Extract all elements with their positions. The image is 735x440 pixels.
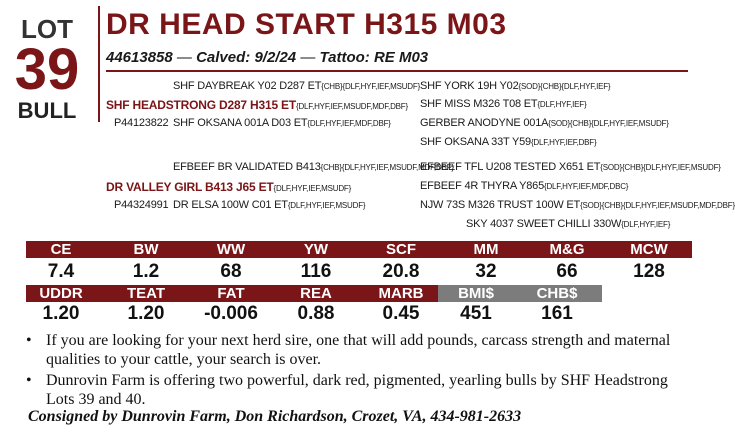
dam-sire: EFBEEF BR VALIDATED B413{CHB}{DLF,HYF,IEF,MSUDF,MDF,DBF}	[173, 161, 454, 173]
registration-number: 44613858	[106, 49, 173, 66]
epd-value-ww: 68	[220, 261, 242, 282]
sire-sire-dam: SHF MISS M326 T08 ET{DLF,HYF,IEF}	[420, 98, 587, 110]
sire-sire-sire: SHF YORK 19H Y02{SOD}{CHB}{DLF,HYF,IEF}	[420, 80, 611, 92]
epd-value-bw: 1.2	[132, 261, 160, 282]
dam-dam-dam: SKY 4037 SWEET CHILLI 330W{DLF,HYF,IEF}	[466, 218, 671, 230]
epd-value-marb: 0.45	[382, 303, 420, 324]
dam-dam: DR ELSA 100W C01 ET{DLF,HYF,IEF,MSUDF}	[173, 199, 366, 211]
index-header-bmi: BMI$	[458, 285, 494, 302]
lot-box	[4, 6, 100, 122]
epd-header-teat: TEAT	[126, 285, 166, 302]
epd-header-row-1	[26, 241, 692, 258]
epd-value-fat: -0.006	[204, 303, 258, 324]
epd-header-bw: BW	[133, 241, 159, 258]
epd-value-scf: 20.8	[382, 261, 420, 282]
animal-subline: 44613858 — Calved: 9/2/24 — Tattoo: RE M03	[106, 49, 429, 66]
list-item: • If you are looking for your next herd sire, one that will add pounds, carcass strength and maternal qualities to your cattle, your search is over.	[26, 332, 671, 368]
lot-number: 39	[14, 37, 80, 102]
sire-sire: SHF DAYBREAK Y02 D287 ET{CHB}{DLF,HYF,IEF,MSUDF}	[173, 80, 421, 92]
list-item: • Dunrovin Farm is offering two powerful, dark red, pigmented, yearling bulls by SHF Headstrong Lots 39 and 40.	[26, 372, 668, 408]
lot-label: LOT	[21, 14, 73, 44]
bullet-icon: •	[26, 332, 32, 349]
sire-dam-dam: SHF OKSANA 33T Y59{DLF,HYF,IEF,DBF}	[420, 136, 597, 148]
index-value-chb: 161	[541, 303, 573, 324]
sire-dam-sire: GERBER ANODYNE 001A{SOD}{CHB}{DLF,HYF,IEF,MSUDF}	[420, 117, 669, 129]
lot-sex: BULL	[17, 98, 77, 123]
dam-registration: P44324991	[114, 199, 169, 211]
dam-sire-dam: EFBEEF 4R THYRA Y865{DLF,HYF,IEF,MDF,DBC}	[420, 180, 629, 192]
bullet-icon: •	[26, 372, 32, 389]
dam-dam-sire: NJW 73S M326 TRUST 100W ET{SOD}{CHB}{DLF,HYF,IEF,MSUDF,MDF,DBF}	[420, 199, 735, 211]
epd-value-mm: 32	[475, 261, 497, 282]
epd-value-teat: 1.20	[127, 303, 165, 324]
epd-header-ww: WW	[216, 241, 246, 258]
index-header-row	[438, 285, 602, 302]
sire-dam: SHF OKSANA 001A D03 ET{DLF,HYF,IEF,MDF,DBF}	[173, 117, 391, 129]
index-value-bmi: 451	[460, 303, 492, 324]
sire-registration: P44123822	[114, 117, 169, 129]
title-rule	[106, 70, 688, 72]
dam-name: DR VALLEY GIRL B413 J65 ET{DLF,HYF,IEF,MSUDF}	[106, 180, 352, 194]
animal-name: DR HEAD START H315 M03	[106, 8, 507, 41]
description-list	[26, 331, 696, 411]
epd-value-ce: 7.4	[47, 261, 75, 282]
epd-header-marb: MARB	[378, 285, 424, 302]
epd-header-scf: SCF	[386, 241, 416, 258]
epd-header-uddr: UDDR	[39, 285, 83, 302]
index-header-chb: CHB$	[536, 285, 578, 302]
dam-sire-sire: EFBEEF TFL U208 TESTED X651 ET{SOD}{CHB}{DLF,HYF,IEF,MSUDF}	[420, 161, 721, 173]
sire-name: SHF HEADSTRONG D287 H315 ET{DLF,HYF,IEF,MSUDF,MDF,DBF}	[106, 98, 408, 112]
epd-header-mcw: MCW	[630, 241, 668, 258]
epd-value-rea: 0.88	[297, 303, 335, 324]
tattoo-value: RE M03	[373, 49, 429, 66]
calved-date: Calved: 9/2/24	[196, 49, 297, 66]
epd-value-uddr: 1.20	[42, 303, 80, 324]
epd-header-fat: FAT	[217, 285, 245, 302]
epd-header-row-2	[26, 285, 438, 302]
epd-value-mg: 66	[556, 261, 578, 282]
tattoo-label: Tattoo:	[319, 49, 370, 66]
consignor-line: Consigned by Dunrovin Farm, Don Richardson, Crozet, VA, 434-981-2633	[28, 408, 522, 425]
epd-header-mg: M&G	[549, 241, 585, 258]
epd-header-ce: CE	[50, 241, 72, 258]
epd-value-mcw: 128	[633, 261, 665, 282]
epd-header-yw: YW	[303, 241, 329, 258]
epd-header-mm: MM	[473, 241, 499, 258]
epd-header-rea: REA	[300, 285, 332, 302]
epd-value-yw: 116	[300, 261, 332, 282]
